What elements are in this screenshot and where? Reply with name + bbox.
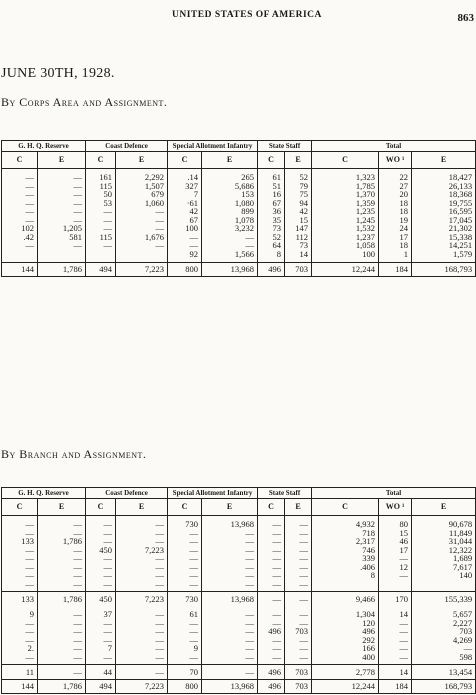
total-state-c: 496: [258, 263, 285, 277]
cell-ghq-e: — — — — — — 1,205 581 —: [38, 169, 86, 263]
cell-state-c: 61 51 16 67 36 35 73 52 64 8: [258, 169, 285, 263]
subtotal-total-wo: 14: [379, 665, 412, 680]
header-ghq-reserve: G. H. Q. Reserve: [2, 141, 86, 152]
header-coast-defence: Coast Defence: [86, 488, 168, 499]
cell-special-e: 265 5,686 153 1,080 899 1,078 3,232 — — 1,566: [202, 169, 258, 263]
total-state-e: 703: [285, 680, 312, 694]
cell-special-c: 730 — — — — — — —: [168, 516, 202, 592]
cell-state-e: — — — — — — — —: [285, 516, 312, 592]
subtotal-ghq-e: 1,786: [38, 592, 86, 607]
total-ghq-e: 1,786: [38, 680, 86, 694]
cell-total-wo: 14 — — — — —: [379, 606, 412, 665]
subheader-wo: WO ¹: [379, 499, 412, 516]
cell-special-c: 61 — — — 9 —: [168, 606, 202, 665]
subtotal-state-e: —: [285, 592, 312, 607]
cell-total-wo: 22 27 20 18 18 19 24 17 18 1: [379, 169, 412, 263]
total-ghq-c: 144: [2, 263, 38, 277]
total-coast-e: 7,223: [116, 263, 168, 277]
subtotal-ghq-c: 11: [2, 665, 38, 680]
header-total: Total: [312, 141, 476, 152]
cell-state-e: — — 703 — — —: [285, 606, 312, 665]
subheader-wo: WO ¹: [379, 152, 412, 169]
table-row: [2, 516, 476, 592]
section-title-branch: By Branch and Assignment.: [1, 447, 147, 461]
cell-ghq-c: — — — — — — 102 .42 —: [2, 169, 38, 263]
total-special-c: 800: [168, 263, 202, 277]
subheader-c: C: [2, 152, 38, 169]
subtotal-coast-e: 7,223: [116, 592, 168, 607]
subheader-c: C: [258, 499, 285, 516]
cell-special-e: — — — — — —: [202, 606, 258, 665]
total-state-e: 703: [285, 263, 312, 277]
subheader-e: E: [202, 152, 258, 169]
page-header: [0, 10, 476, 26]
cell-ghq-e: — — — — — —: [38, 606, 86, 665]
total-special-e: 13,968: [202, 263, 258, 277]
section-title-corps-area: By Corps Area and Assignment.: [1, 95, 168, 109]
cell-state-c: — — 496 — — —: [258, 606, 285, 665]
cell-coast-e: — — — 7,223 — — — —: [116, 516, 168, 592]
subheader-c: C: [312, 152, 379, 169]
total-special-e: 13,968: [202, 680, 258, 694]
header-state-staff: State Staff: [258, 488, 312, 499]
total-state-c: 496: [258, 680, 285, 694]
cell-state-c: — — — — — — — —: [258, 516, 285, 592]
total-total-e: 168,793: [412, 263, 476, 277]
total-ghq-c: 144: [2, 680, 38, 694]
cell-state-e: 52 79 75 94 42 15 147 112 73 14: [285, 169, 312, 263]
subtotal-total-c: 9,466: [312, 592, 379, 607]
header-special-allotment: Special Allotment Infantry: [168, 488, 258, 499]
subtotal-coast-c: 450: [86, 592, 116, 607]
header-special-allotment: Special Allotment Infantry: [168, 141, 258, 152]
cell-special-e: 13,968 — — — — — — —: [202, 516, 258, 592]
subtotal-total-wo: 170: [379, 592, 412, 607]
subheader-e: E: [38, 152, 86, 169]
total-total-c: 12,244: [312, 680, 379, 694]
subtotal-total-e: 155,339: [412, 592, 476, 607]
subheader-c: C: [86, 152, 116, 169]
subtotal-state-e: 703: [285, 665, 312, 680]
subtotal-coast-e: —: [116, 665, 168, 680]
cell-total-wo: 80 15 46 17 — 12 —: [379, 516, 412, 592]
corps-area-table: [1, 140, 476, 277]
total-ghq-e: 1,786: [38, 263, 86, 277]
subheader-c: C: [168, 499, 202, 516]
table-row: [2, 169, 476, 263]
cell-special-c: .14 327 7 ·61 42 67 100 — — 92: [168, 169, 202, 263]
cell-coast-c: 37 — — — 7 —: [86, 606, 116, 665]
total-total-wo: 184: [379, 680, 412, 694]
subtotal-state-c: 496: [258, 665, 285, 680]
subheader-c: C: [168, 152, 202, 169]
total-special-c: 800: [168, 680, 202, 694]
cell-ghq-c: — — 133 — — — — —: [2, 516, 38, 592]
header-state-staff: State Staff: [258, 141, 312, 152]
total-total-c: 12,244: [312, 263, 379, 277]
subtotal-total-c: 2,778: [312, 665, 379, 680]
subheader-e: E: [202, 499, 258, 516]
subtotal-special-c: 70: [168, 665, 202, 680]
cell-total-c: 1,323 1,785 1,370 1,359 1,235 1,245 1,532 1,237 1,058 100: [312, 169, 379, 263]
cell-coast-c: 161 115 50 53 — — — 115 —: [86, 169, 116, 263]
subheader-e: E: [412, 152, 476, 169]
table-row: [2, 606, 476, 665]
subheader-e: E: [116, 499, 168, 516]
subheader-c: C: [2, 499, 38, 516]
total-total-wo: 184: [379, 263, 412, 277]
subheader-c: C: [312, 499, 379, 516]
subheader-e: E: [412, 499, 476, 516]
subtotal-coast-c: 44: [86, 665, 116, 680]
subheader-e: E: [116, 152, 168, 169]
subheader-e: E: [38, 499, 86, 516]
page-number: 863: [457, 12, 474, 24]
branch-table: [1, 487, 476, 694]
cell-total-e: 5,657 2,227 703 4,269 — 598: [412, 606, 476, 665]
cell-total-e: 18,427 26,133 18,368 19,755 16,595 17,045 21,302 15,338 14,251 1,579: [412, 169, 476, 263]
subtotal-ghq-e: —: [38, 665, 86, 680]
subheader-c: C: [258, 152, 285, 169]
header-total: Total: [312, 488, 476, 499]
subheader-e: E: [285, 499, 312, 516]
subtotal-total-e: 13,454: [412, 665, 476, 680]
cell-ghq-e: — — 1,786 — — — — —: [38, 516, 86, 592]
total-coast-e: 7,223: [116, 680, 168, 694]
subtotal-special-c: 730: [168, 592, 202, 607]
report-date: JUNE 30TH, 1928.: [1, 66, 115, 81]
subtotal-state-c: —: [258, 592, 285, 607]
subtotal-row: [2, 665, 476, 680]
cell-total-c: 1,304 120 496 292 166 400: [312, 606, 379, 665]
cell-coast-e: 2,292 1,507 679 1,060 — — — 1,676 —: [116, 169, 168, 263]
subtotal-row: [2, 592, 476, 607]
total-coast-c: 494: [86, 263, 116, 277]
subtotal-special-e: —: [202, 665, 258, 680]
header-ghq-reserve: G. H. Q. Reserve: [2, 488, 86, 499]
subheader-c: C: [86, 499, 116, 516]
total-total-e: 168,793: [412, 680, 476, 694]
header-coast-defence: Coast Defence: [86, 141, 168, 152]
total-coast-c: 494: [86, 680, 116, 694]
cell-total-c: 4,932 718 2,317 746 339 .406 8: [312, 516, 379, 592]
running-title: UNITED STATES OF AMERICA: [172, 10, 322, 20]
subheader-e: E: [285, 152, 312, 169]
cell-coast-e: — — — — — —: [116, 606, 168, 665]
cell-ghq-c: 9 — — — 2. —: [2, 606, 38, 665]
grand-total-row: [2, 263, 476, 277]
cell-total-e: 90,678 11,849 31,044 12,322 1,689 7,617 140: [412, 516, 476, 592]
grand-total-row: [2, 680, 476, 694]
subtotal-special-e: 13,968: [202, 592, 258, 607]
subtotal-ghq-c: 133: [2, 592, 38, 607]
cell-coast-c: — — — 450 — — — —: [86, 516, 116, 592]
